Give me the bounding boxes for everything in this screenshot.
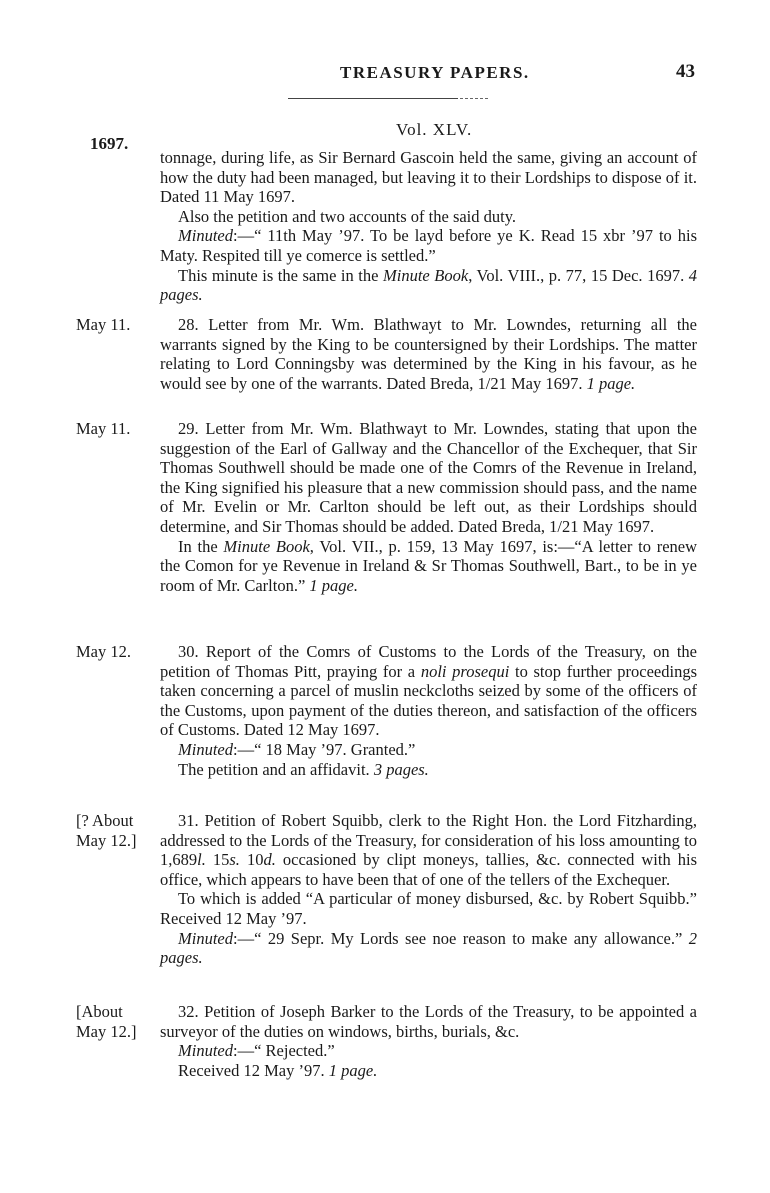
entry-31-date xyxy=(76,811,158,850)
volume-heading: Vol. XLV. xyxy=(396,120,473,139)
entry-text: 31. Petition of Robert Squibb, clerk to the Right Hon. the Lord Fitzharding, addressed to the Lords of the Treasury, for consideration of his loss amounting to 1,689 xyxy=(160,811,697,870)
entry-31-also: To which is added “A particular of money disbursed, &c. by Robert Squibb.” Received 12 May ’97. xyxy=(160,889,697,928)
entry-29 xyxy=(160,419,697,595)
entry-32-date xyxy=(76,1002,158,1041)
year-marker: 1697. xyxy=(90,134,129,153)
entry-27-minute xyxy=(160,226,697,265)
note-suffix: , Vol. VIII., p. 77, 15 Dec. 1697. xyxy=(468,265,689,285)
date-line: May 12.] xyxy=(76,1021,137,1041)
minuted-text: :—“ 29 Sepr. My Lords see noe reason to make any allowance.” xyxy=(233,928,689,948)
entry-31 xyxy=(160,811,697,968)
minuted-label: Minuted xyxy=(178,928,233,948)
entry-27-note xyxy=(160,266,697,305)
date-line: May 11. xyxy=(76,419,131,438)
page-count: 1 page. xyxy=(586,373,636,393)
minuted-label: Minuted xyxy=(178,1041,233,1061)
entry-text: 28. Letter from Mr. Wm. Blathwayt to Mr. Lowndes, returning all the warrants signed by the King to be countersigned by their Lordships. The matter relating to Lord Conningsby was determined by the King in his favour, as he would see by one of the warrants. Dated Breda, 1/21 May 1697. xyxy=(160,315,697,393)
date-line: May 12.] xyxy=(76,830,137,850)
note-prefix: This minute is the same in the xyxy=(178,265,383,285)
entry-28-date xyxy=(76,315,158,335)
entry-29-text: 29. Letter from Mr. Wm. Blathwayt to Mr. Lowndes, stating that upon the suggestion of the Earl of Gallway and the Chancellor of the Exchequer, that Sir Thomas Southwell should be made one of the Comrs of the Revenue in Ireland, the King signified his pleasure that a new commission should pass, and the name of Mr. Evelin or Mr. Carlton should be left out, as their Lordships should determine, and Sir Thomas should be added. Dated Breda, 1/21 May 1697. xyxy=(160,419,697,536)
entry-30-minute xyxy=(160,740,697,760)
entry-30-also xyxy=(160,760,697,780)
entry-28-text xyxy=(160,315,697,393)
entry-27-also: Also the petition and two accounts of the said duty. xyxy=(178,206,517,226)
minuted-label: Minuted xyxy=(178,739,233,759)
entry-text-italic: noli prosequi xyxy=(420,661,510,681)
entry-text: to stop further proceedings taken concerning a parcel of muslin neckcloths seized by some of the officers of the Customs, upon payment of the duties thereon, and satisfaction of the officers of Customs. Dated 12 May 1697. xyxy=(160,661,697,740)
page-count: 1 page. xyxy=(309,575,358,595)
entry-30 xyxy=(160,642,697,779)
minuted-text: :—“ Rejected.” xyxy=(233,1041,335,1061)
entry-29-note xyxy=(160,537,697,596)
page-number: 43 xyxy=(676,61,695,82)
date-line: May 11. xyxy=(76,315,131,334)
note-suffix: , Vol. VII., p. 159, 13 May 1697, is:—“A letter to renew the Comon for ye Revenue in Ireland & Sr Thomas Southwell, Bart., to be in ye room of Mr. Carlton.” xyxy=(160,536,698,595)
shillings-abbr: s. xyxy=(229,850,240,870)
entry-27-text: tonnage, during life, as Sir Bernard Gascoin held the same, giving an account of how the duty had been managed, but leaving it to their Lordships to dispose of it. Dated 11 May 1697. xyxy=(160,148,697,207)
date-line: [? About xyxy=(76,811,134,830)
entry-32-minute xyxy=(160,1041,697,1061)
page-count: 2 pages. xyxy=(160,928,697,968)
entry-28 xyxy=(160,315,697,393)
entry-30-date xyxy=(76,642,158,662)
entry-32-received xyxy=(160,1061,697,1081)
entry-29-date xyxy=(76,419,158,439)
entry-32-text: 32. Petition of Joseph Barker to the Lords of the Treasury, to be appointed a surveyor of the duties on windows, births, burials, &c. xyxy=(160,1002,697,1041)
header-rule-dashed xyxy=(460,98,488,99)
header-rule xyxy=(288,98,458,99)
also-text: The petition and an affidavit. xyxy=(178,759,374,779)
running-header-title: TREASURY PAPERS. xyxy=(340,63,530,82)
entry-31-text xyxy=(160,811,697,889)
received-text: Received 12 May ’97. xyxy=(178,1060,329,1080)
minuted-text: :—“ 11th May ’97. To be layd before ye K. Read 15 xbr ’97 to his Maty. Respited till ye comerce is settled.” xyxy=(160,226,697,265)
page-count: 3 pages. xyxy=(373,759,429,779)
date-line: [About xyxy=(76,1002,123,1021)
entry-text: 30. Report of the Comrs of Customs to the Lords of the Treasury, on the petition of Thomas Pitt, praying for a xyxy=(160,642,697,681)
note-prefix: In the xyxy=(178,536,224,556)
entry-text: 15 xyxy=(205,850,230,870)
pounds-abbr: l. xyxy=(197,850,206,870)
entry-text: occasioned by clipt moneys, tallies, &c. connected with his office, which appears to have been that of one of the tellers of the Exchequer. xyxy=(160,850,698,889)
page-count: 1 page. xyxy=(328,1060,378,1080)
date-line: May 12. xyxy=(76,642,131,661)
minuted-label: Minuted xyxy=(178,226,233,246)
entry-30-text xyxy=(160,642,697,740)
entry-27-continuation xyxy=(160,148,697,305)
page-count: 4 pages. xyxy=(160,265,697,305)
pence-abbr: d. xyxy=(263,850,276,870)
entry-text: 10 xyxy=(239,850,264,870)
entry-32 xyxy=(160,1002,697,1080)
note-book: Minute Book xyxy=(223,536,310,556)
minuted-text: :—“ 18 May ’97. Granted.” xyxy=(233,739,416,759)
entry-31-minute xyxy=(160,929,697,968)
note-book: Minute Book xyxy=(383,265,469,285)
